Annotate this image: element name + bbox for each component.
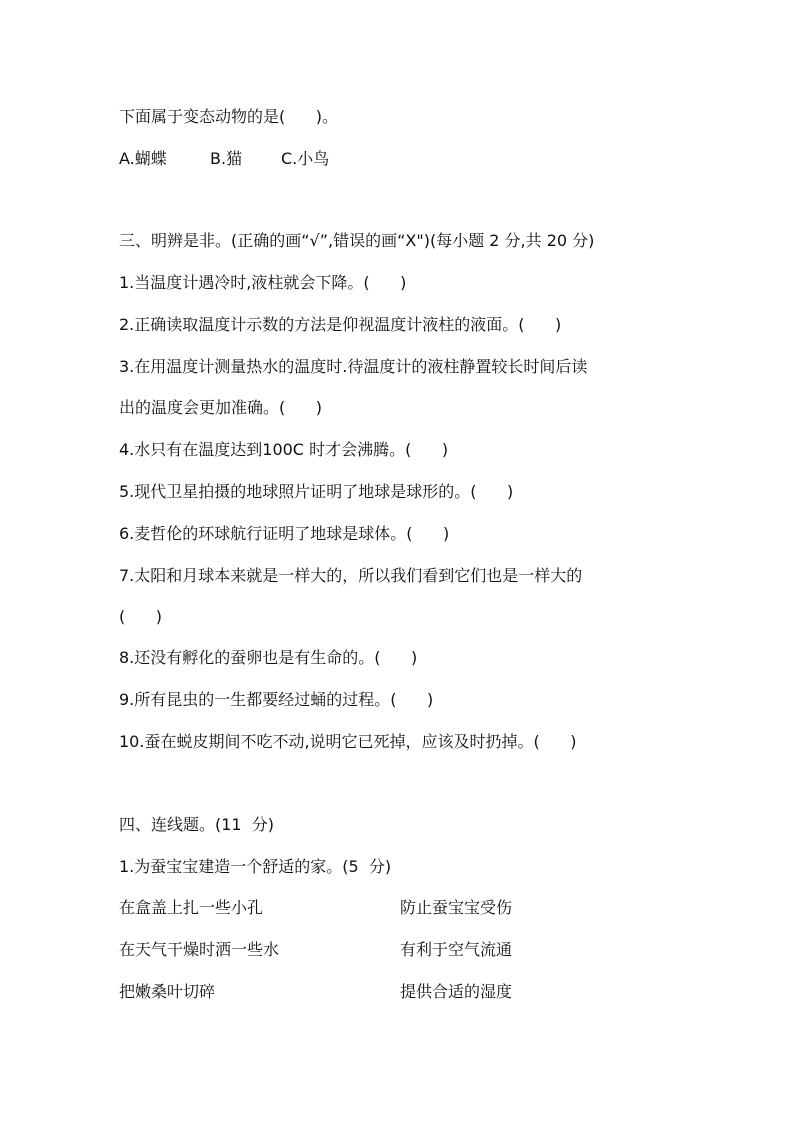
judge-item-7-cont: ( ) [119, 607, 162, 626]
option-c: C.小鸟 [281, 149, 330, 168]
option-b: B.猫 [210, 149, 243, 168]
judge-item-8: 8.还没有孵化的蚕卵也是有生命的。( ) [119, 648, 418, 667]
match-right-1: 防止蚕宝宝受伤 [400, 898, 513, 917]
match-left-3: 把嫩桑叶切碎 [119, 982, 216, 1001]
judge-item-7: 7.太阳和月球本来就是一样大的，所以我们看到它们也是一样大的 [119, 566, 583, 585]
judge-item-2: 2.正确读取温度计示数的方法是仰视温度计液柱的液面。( ) [119, 315, 562, 334]
judge-item-10: 10.蚕在蜕皮期间不吃不动,说明它已死掉，应该及时扔掉。( ) [119, 732, 577, 751]
match-question-1: 1.为蚕宝宝建造一个舒适的家。(5 分) [119, 857, 392, 876]
section4-heading: 四、连线题。(11 分) [119, 815, 275, 834]
match-left-2: 在天气干燥时洒一些水 [119, 940, 280, 959]
match-left-1: 在盒盖上扎一些小孔 [119, 898, 264, 917]
judge-item-5: 5.现代卫星拍摄的地球照片证明了地球是球形的。( ) [119, 482, 514, 501]
judge-item-4: 4.水只有在温度达到100C 时才会沸腾。( ) [119, 440, 449, 459]
option-a: A.蝴蝶 [119, 149, 167, 168]
judge-item-9: 9.所有昆虫的一生都要经过蛹的过程。( ) [119, 690, 434, 709]
question-stem: 下面属于变态动物的是( )。 [119, 107, 339, 126]
judge-item-3: 3.在用温度计测量热水的温度时.待温度计的液柱静置较长时间后读 [119, 357, 588, 376]
judge-item-6: 6.麦哲伦的环球航行证明了地球是球体。( ) [119, 524, 450, 543]
match-right-3: 提供合适的湿度 [400, 982, 513, 1001]
judge-item-1: 1.当温度计遇冷时,液柱就会下降。( ) [119, 273, 407, 292]
section3-heading: 三、明辨是非。(正确的画“√”,错误的画“X")(每小题 2 分,共 20 分) [119, 231, 595, 250]
judge-item-3-cont: 出的温度会更加准确。( ) [119, 398, 323, 417]
match-right-2: 有利于空气流通 [400, 940, 513, 959]
